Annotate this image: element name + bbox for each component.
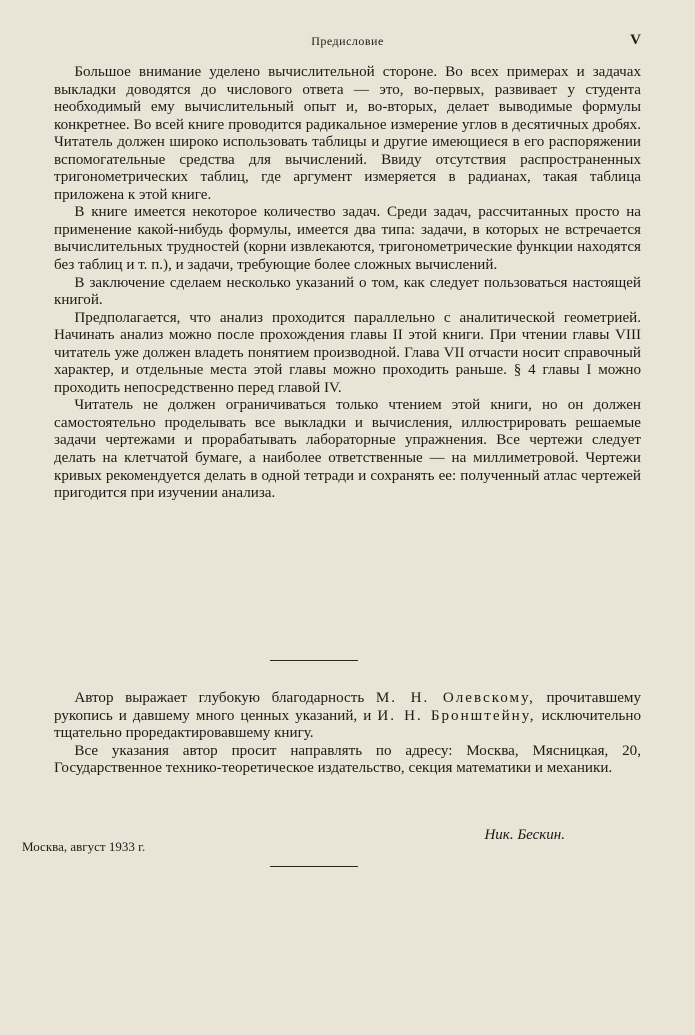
page-number: V bbox=[630, 32, 641, 48]
paragraph-study-order: Предполагается, что анализ проходится параллельно с аналитической геометрией. Начинать анализ можно после прохождения главы II этой книги. При чтении главы VIII читатель уже должен владеть понятием производной. Глава VII отчасти носит справочный характер, и отдельные места этой главы можно проходить раньше. § 4 главы I можно проходить непосредственно перед главой IV. bbox=[54, 309, 641, 396]
closing-divider bbox=[270, 866, 358, 867]
preface-body bbox=[54, 64, 641, 503]
running-title: Предисловие bbox=[311, 34, 384, 48]
paragraph-exercises: Читатель не должен ограничиваться только чтением этой книги, но он должен самостоятельно проделывать все выкладки и вычисления, иллюстрировать решаемые задачи чертежами и прорабатывать лабораторные упражнения. Все чертежи следует делать на клетчатой бумаге, а наиболее ответственные — на миллиметровой. Чертежи кривых рекомендуется делать в одной тетради и сохранять ее: полученный атлас чертежей пригодится при изучении анализа. bbox=[54, 397, 641, 502]
section-divider bbox=[270, 660, 358, 661]
acknowledgement-block bbox=[54, 690, 641, 778]
paragraph-acknowledgement bbox=[54, 690, 641, 743]
ack-text-2: прочитавшему рукопись и давшему много ценных указаний, и bbox=[54, 690, 641, 724]
paragraph-address: Все указания автор просит направлять по адресу: Москва, Мясницкая, 20, Государственное технико-теоретическое издательство, секция математики и механики. bbox=[54, 742, 641, 777]
ack-text-1: Автор выражает глубокую благодарность bbox=[74, 690, 365, 706]
author-signature: Ник. Бескин. bbox=[484, 827, 565, 843]
ack-text-3: исключительно тщательно проредактировавшему книгу. bbox=[54, 707, 641, 742]
paragraph-computation: Большое внимание уделено вычислительной стороне. Во всех примерах и задачах выкладки доводятся до числового ответа — это, во-первых, развивает у студента необходимый ему вычислительный опыт и, во-вторых, делает выводимые формулы конкретнее. Во всей книге проводится радикальное измерение углов в десятичных дробях. Читатель должен широко использовать таблицы и другие имеющиеся в его распоряжении вспомогательные средства для вычислений. Ввиду отсутствия распространенных тригонометрических таблиц, где аргумент измеряется в радианах, такая таблица приложена к этой книге. bbox=[54, 64, 641, 203]
place-date-line: Москва, август 1933 г. bbox=[22, 839, 146, 854]
paragraph-problems: В книге имеется некоторое количество задач. Среди задач, рассчитанных просто на применение какой-нибудь формулы, имеется два типа: задачи, в которых не встречается вычислительных трудностей (корни извлекаются, тригонометрические функции находятся без таблиц и т. п.), и задачи, требующие более сложных вычислений. bbox=[54, 204, 641, 274]
paragraph-conclusion: В заключение сделаем несколько указаний о том, как следует пользоваться настоящей книгой. bbox=[54, 274, 641, 309]
page-header bbox=[54, 34, 641, 54]
ack-name-bronshtein: И. Н. Бронштейну, bbox=[377, 707, 536, 724]
ack-name-olevsky: М. Н. Олевскому, bbox=[375, 690, 535, 706]
